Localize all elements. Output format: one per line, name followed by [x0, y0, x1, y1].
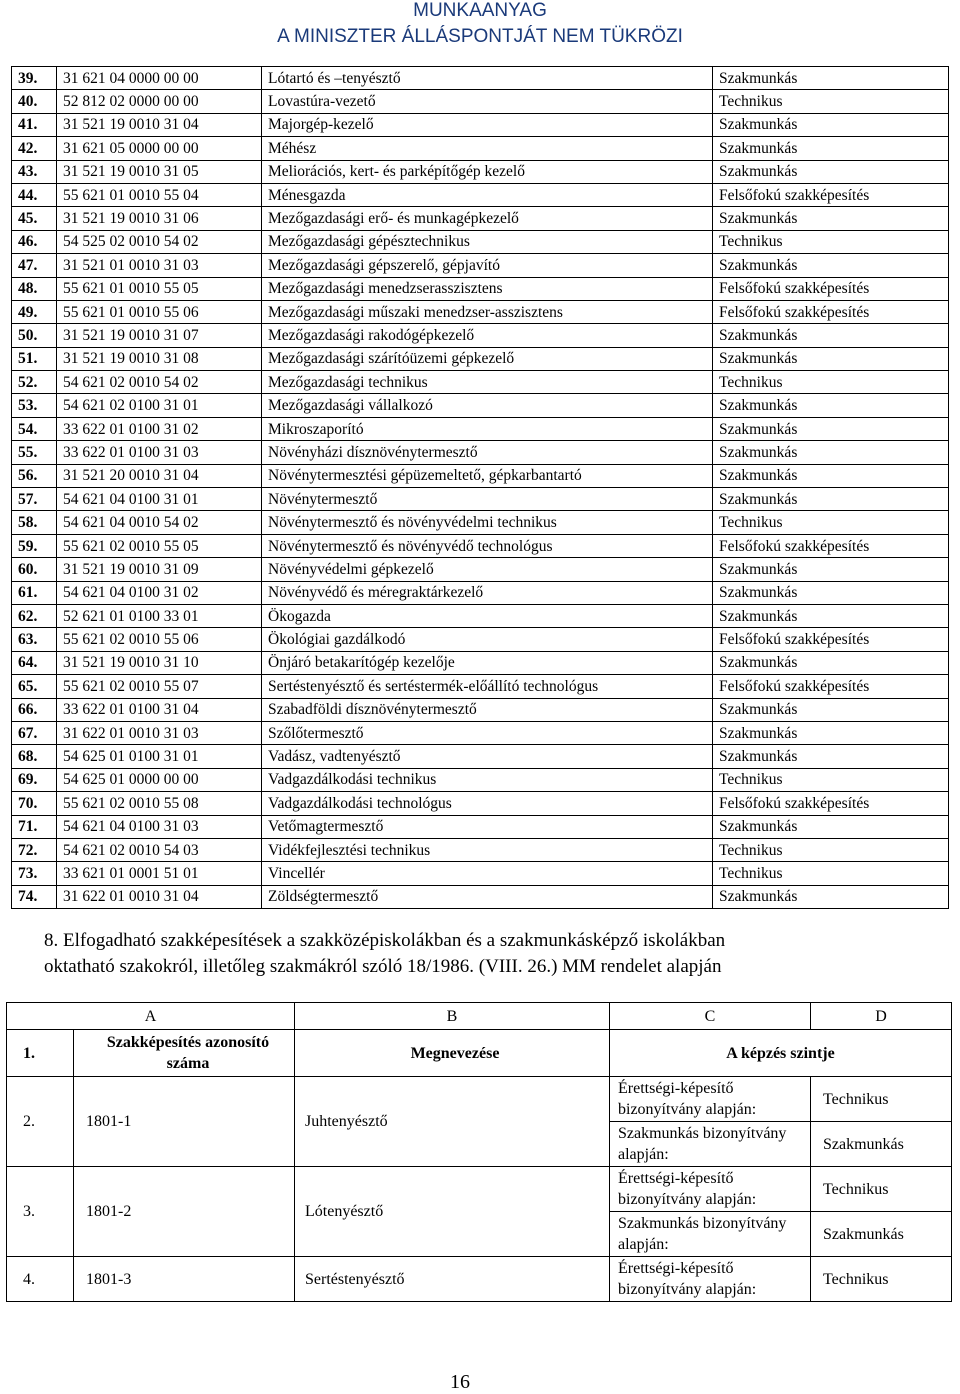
qualification-level: Szakmunkás [713, 324, 949, 347]
training-level: Technikus [811, 1257, 952, 1302]
prerequisite-basis: Érettségi-képesítő bizonyítvány alapján: [610, 1077, 811, 1122]
column-letter: B [295, 1003, 610, 1030]
qualification-code: 54 525 02 0010 54 02 [57, 230, 262, 253]
qualification-level: Szakmunkás [713, 558, 949, 581]
row-number: 4. [7, 1257, 74, 1302]
qualification-name: Növényvédő és méregraktárkezelő [262, 581, 713, 604]
row-number: 73. [12, 862, 57, 885]
qualification-level: Szakmunkás [713, 137, 949, 160]
qualification-code: 54 621 02 0100 31 01 [57, 394, 262, 417]
row-number: 40. [12, 90, 57, 113]
qualification-name: Mezőgazdasági rakodógépkezelő [262, 324, 713, 347]
table-row [12, 417, 949, 440]
row-number: 47. [12, 254, 57, 277]
qualification-code: 31 622 01 0010 31 03 [57, 721, 262, 744]
qualification-name: Méhész [262, 137, 713, 160]
row-number: 69. [12, 768, 57, 791]
row-number: 74. [12, 885, 57, 908]
table-row [12, 160, 949, 183]
qualification-code: 55 621 02 0010 55 05 [57, 534, 262, 557]
qualification-level: Szakmunkás [713, 113, 949, 136]
qualification-code: 54 621 04 0010 54 02 [57, 511, 262, 534]
column-letter-row [7, 1003, 952, 1030]
qualification-name: Mikroszaporító [262, 417, 713, 440]
qualification-name: Mezőgazdasági vállalkozó [262, 394, 713, 417]
qualification-level: Szakmunkás [713, 885, 949, 908]
row-number: 39. [12, 67, 57, 90]
qualification-level: Szakmunkás [713, 67, 949, 90]
table-row [12, 675, 949, 698]
table-row [12, 534, 949, 557]
table-row [12, 488, 949, 511]
qualification-name: Vadgazdálkodási technikus [262, 768, 713, 791]
qualification-code: 55 621 01 0010 55 04 [57, 183, 262, 206]
qualification-name: Majorgép-kezelő [262, 113, 713, 136]
qualification-name: Szabadföldi dísznövénytermesztő [262, 698, 713, 721]
section-heading [44, 928, 924, 980]
row-number: 61. [12, 581, 57, 604]
header-id: Szakképesítés azonosító száma [74, 1030, 295, 1077]
qualification-list-table [11, 66, 949, 909]
qualification-level: Szakmunkás [713, 441, 949, 464]
qualification-level: Szakmunkás [713, 651, 949, 674]
header-row [7, 1030, 952, 1077]
qualification-level: Szakmunkás [713, 160, 949, 183]
table-row [12, 651, 949, 674]
qualification-code: 31 622 01 0010 31 04 [57, 885, 262, 908]
qualification-code: 33 622 01 0100 31 04 [57, 698, 262, 721]
qualification-name: Mezőgazdasági erő- és munkagépkezelő [262, 207, 713, 230]
qualification-name: Lótartó és –tenyésztő [262, 67, 713, 90]
training-level: Szakmunkás [811, 1212, 952, 1257]
qualification-code: 31 621 05 0000 00 00 [57, 137, 262, 160]
row-number: 51. [12, 347, 57, 370]
row-number: 49. [12, 300, 57, 323]
qualification-level: Technikus [713, 371, 949, 394]
row-number: 54. [12, 417, 57, 440]
table-row [12, 862, 949, 885]
table-row [12, 464, 949, 487]
table-row [12, 558, 949, 581]
qualification-code: 31 521 19 0010 31 05 [57, 160, 262, 183]
qualification-name: Mezőgazdasági gépésztechnikus [262, 230, 713, 253]
table-row [12, 721, 949, 744]
qualification-level: Technikus [713, 230, 949, 253]
table-row [12, 230, 949, 253]
qualification-code: 31 521 19 0010 31 07 [57, 324, 262, 347]
qualification-name: Mezőgazdasági technikus [262, 371, 713, 394]
table-row [12, 90, 949, 113]
row-number: 59. [12, 534, 57, 557]
prerequisite-basis: Szakmunkás bizonyítvány alapján: [610, 1212, 811, 1257]
table-row [12, 885, 949, 908]
qualification-level: Szakmunkás [713, 464, 949, 487]
qualification-level: Technikus [713, 768, 949, 791]
table-row [12, 441, 949, 464]
qualification-name: Lótenyésztő [295, 1167, 610, 1257]
qualification-level: Szakmunkás [713, 815, 949, 838]
qualification-level: Szakmunkás [713, 581, 949, 604]
qualification-name: Vadász, vadtenyésztő [262, 745, 713, 768]
training-level: Technikus [811, 1077, 952, 1122]
prerequisite-basis: Érettségi-képesítő bizonyítvány alapján: [610, 1257, 811, 1302]
qualification-level: Technikus [713, 511, 949, 534]
table-row [12, 628, 949, 651]
row-number: 50. [12, 324, 57, 347]
column-letter: C [610, 1003, 811, 1030]
row-number: 71. [12, 815, 57, 838]
table-row [7, 1077, 952, 1122]
row-number: 55. [12, 441, 57, 464]
qualification-name: Növényvédelmi gépkezelő [262, 558, 713, 581]
row-number: 52. [12, 371, 57, 394]
table-row [7, 1167, 952, 1212]
qualification-code: 54 625 01 0000 00 00 [57, 768, 262, 791]
qualification-code: 54 621 04 0100 31 01 [57, 488, 262, 511]
row-number: 3. [7, 1167, 74, 1257]
table-row [12, 792, 949, 815]
qualification-code: 55 621 02 0010 55 08 [57, 792, 262, 815]
row-number: 67. [12, 721, 57, 744]
row-number: 62. [12, 604, 57, 627]
qualification-code: 31 521 19 0010 31 04 [57, 113, 262, 136]
qualification-name: Önjáró betakarítógép kezelője [262, 651, 713, 674]
row-number: 64. [12, 651, 57, 674]
qualification-code: 54 621 04 0100 31 03 [57, 815, 262, 838]
qualification-level: Szakmunkás [713, 394, 949, 417]
row-number: 56. [12, 464, 57, 487]
table-row [12, 745, 949, 768]
header-level: A képzés szintje [610, 1030, 952, 1077]
qualification-level: Felsőfokú szakképesítés [713, 534, 949, 557]
row-number: 42. [12, 137, 57, 160]
qualification-code: 54 621 02 0010 54 02 [57, 371, 262, 394]
table-row [12, 581, 949, 604]
qualification-name: Mezőgazdasági gépszerelő, gépjavító [262, 254, 713, 277]
qualification-name: Ökogazda [262, 604, 713, 627]
table-row [12, 300, 949, 323]
table-row [12, 183, 949, 206]
prerequisite-basis: Szakmunkás bizonyítvány alapján: [610, 1122, 811, 1167]
qualification-level: Szakmunkás [713, 254, 949, 277]
qualification-code: 52 621 01 0100 33 01 [57, 604, 262, 627]
qualification-id: 1801-3 [74, 1257, 295, 1302]
qualification-name: Mezőgazdasági szárítóüzemi gépkezelő [262, 347, 713, 370]
table-row [12, 277, 949, 300]
table-row [12, 324, 949, 347]
qualification-level: Technikus [713, 838, 949, 861]
table-row [12, 347, 949, 370]
qualification-name: Vadgazdálkodási technológus [262, 792, 713, 815]
qualification-code: 55 621 01 0010 55 06 [57, 300, 262, 323]
qualification-code: 54 625 01 0100 31 01 [57, 745, 262, 768]
watermark-title: MUNKAANYAG [413, 0, 547, 21]
qualification-level: Szakmunkás [713, 745, 949, 768]
qualification-level: Felsőfokú szakképesítés [713, 300, 949, 323]
qualification-level: Technikus [713, 862, 949, 885]
qualification-code: 31 521 19 0010 31 09 [57, 558, 262, 581]
qualification-name: Meliorációs, kert- és parképítőgép kezelő [262, 160, 713, 183]
qualification-name: Növénytermesztési gépüzemeltető, gépkarbantartó [262, 464, 713, 487]
section-heading-line1: 8. Elfogadható szakképesítések a szakközépiskolákban és a szakmunkásképző iskolákban [44, 930, 726, 951]
row-number: 70. [12, 792, 57, 815]
qualification-name: Növénytermesztő és növényvédő technológus [262, 534, 713, 557]
qualification-level: Felsőfokú szakképesítés [713, 277, 949, 300]
table-row [12, 137, 949, 160]
table-row [12, 604, 949, 627]
row-number: 43. [12, 160, 57, 183]
qualification-code: 31 521 20 0010 31 04 [57, 464, 262, 487]
qualification-level: Felsőfokú szakképesítés [713, 628, 949, 651]
row-number: 53. [12, 394, 57, 417]
qualification-level: Szakmunkás [713, 417, 949, 440]
section-heading-line2: oktatható szakokról, illetőleg szakmákról szóló 18/1986. (VIII. 26.) MM rendelet alapján [44, 956, 722, 977]
row-number: 2. [7, 1077, 74, 1167]
table-row [12, 207, 949, 230]
column-letter: D [811, 1003, 952, 1030]
row-number: 63. [12, 628, 57, 651]
watermark-subtitle: A MINISZTER ÁLLÁSPONTJÁT NEM TÜKRÖZI [277, 26, 683, 47]
qualification-code: 55 621 01 0010 55 05 [57, 277, 262, 300]
qualification-level: Technikus [713, 90, 949, 113]
row-number: 1. [7, 1030, 74, 1077]
qualification-code: 33 622 01 0100 31 02 [57, 417, 262, 440]
page-number: 16 [450, 1371, 470, 1393]
qualification-code: 55 621 02 0010 55 06 [57, 628, 262, 651]
qualification-name: Növényházi dísznövénytermesztő [262, 441, 713, 464]
row-number: 57. [12, 488, 57, 511]
qualification-level: Szakmunkás [713, 721, 949, 744]
column-letter: A [7, 1003, 295, 1030]
qualification-name: Mezőgazdasági menedzserasszisztens [262, 277, 713, 300]
table-row [12, 67, 949, 90]
qualification-level: Szakmunkás [713, 698, 949, 721]
qualification-code: 54 621 04 0100 31 02 [57, 581, 262, 604]
qualification-code: 52 812 02 0000 00 00 [57, 90, 262, 113]
qualification-name: Mezőgazdasági műszaki menedzser-asszisztens [262, 300, 713, 323]
qualification-name: Vetőmagtermesztő [262, 815, 713, 838]
row-number: 65. [12, 675, 57, 698]
qualification-code: 31 521 19 0010 31 10 [57, 651, 262, 674]
qualification-name: Vidékfejlesztési technikus [262, 838, 713, 861]
prerequisite-basis: Érettségi-képesítő bizonyítvány alapján: [610, 1167, 811, 1212]
qualification-code: 31 521 19 0010 31 06 [57, 207, 262, 230]
qualification-level: Felsőfokú szakképesítés [713, 183, 949, 206]
header-name: Megnevezése [295, 1030, 610, 1077]
qualification-name: Lovastúra-vezető [262, 90, 713, 113]
table-row [12, 394, 949, 417]
qualification-code: 33 621 01 0001 51 01 [57, 862, 262, 885]
row-number: 58. [12, 511, 57, 534]
row-number: 66. [12, 698, 57, 721]
qualification-name: Sertéstenyésztő és sertéstermék-előállító technológus [262, 675, 713, 698]
qualification-name: Juhtenyésztő [295, 1077, 610, 1167]
table-row [12, 698, 949, 721]
qualification-level: Szakmunkás [713, 347, 949, 370]
qualification-code: 31 521 01 0010 31 03 [57, 254, 262, 277]
table-row [12, 815, 949, 838]
row-number: 48. [12, 277, 57, 300]
qualification-name: Növénytermesztő és növényvédelmi technikus [262, 511, 713, 534]
row-number: 44. [12, 183, 57, 206]
table-row [12, 838, 949, 861]
qualification-code: 54 621 02 0010 54 03 [57, 838, 262, 861]
training-level: Szakmunkás [811, 1122, 952, 1167]
row-number: 46. [12, 230, 57, 253]
table-row [7, 1257, 952, 1302]
qualification-name: Zöldségtermesztő [262, 885, 713, 908]
qualification-name: Sertéstenyésztő [295, 1257, 610, 1302]
row-number: 60. [12, 558, 57, 581]
qualification-id: 1801-2 [74, 1167, 295, 1257]
qualification-id: 1801-1 [74, 1077, 295, 1167]
qualification-name: Ökológiai gazdálkodó [262, 628, 713, 651]
training-level: Technikus [811, 1167, 952, 1212]
table-row [12, 254, 949, 277]
qualification-name: Ménesgazda [262, 183, 713, 206]
row-number: 72. [12, 838, 57, 861]
qualification-level: Szakmunkás [713, 488, 949, 511]
qualification-code: 31 521 19 0010 31 08 [57, 347, 262, 370]
table-row [12, 113, 949, 136]
qualification-level: Szakmunkás [713, 207, 949, 230]
table-row [12, 768, 949, 791]
qualification-code: 55 621 02 0010 55 07 [57, 675, 262, 698]
table-row [12, 511, 949, 534]
qualification-level: Szakmunkás [713, 604, 949, 627]
qualification-name: Szőlőtermesztő [262, 721, 713, 744]
qualification-code: 33 622 01 0100 31 03 [57, 441, 262, 464]
qualification-code: 31 621 04 0000 00 00 [57, 67, 262, 90]
row-number: 45. [12, 207, 57, 230]
qualification-level: Felsőfokú szakképesítés [713, 675, 949, 698]
qualification-name: Vincellér [262, 862, 713, 885]
legacy-qualification-table [6, 1002, 952, 1302]
row-number: 68. [12, 745, 57, 768]
qualification-level: Felsőfokú szakképesítés [713, 792, 949, 815]
row-number: 41. [12, 113, 57, 136]
qualification-name: Növénytermesztő [262, 488, 713, 511]
table-row [12, 371, 949, 394]
